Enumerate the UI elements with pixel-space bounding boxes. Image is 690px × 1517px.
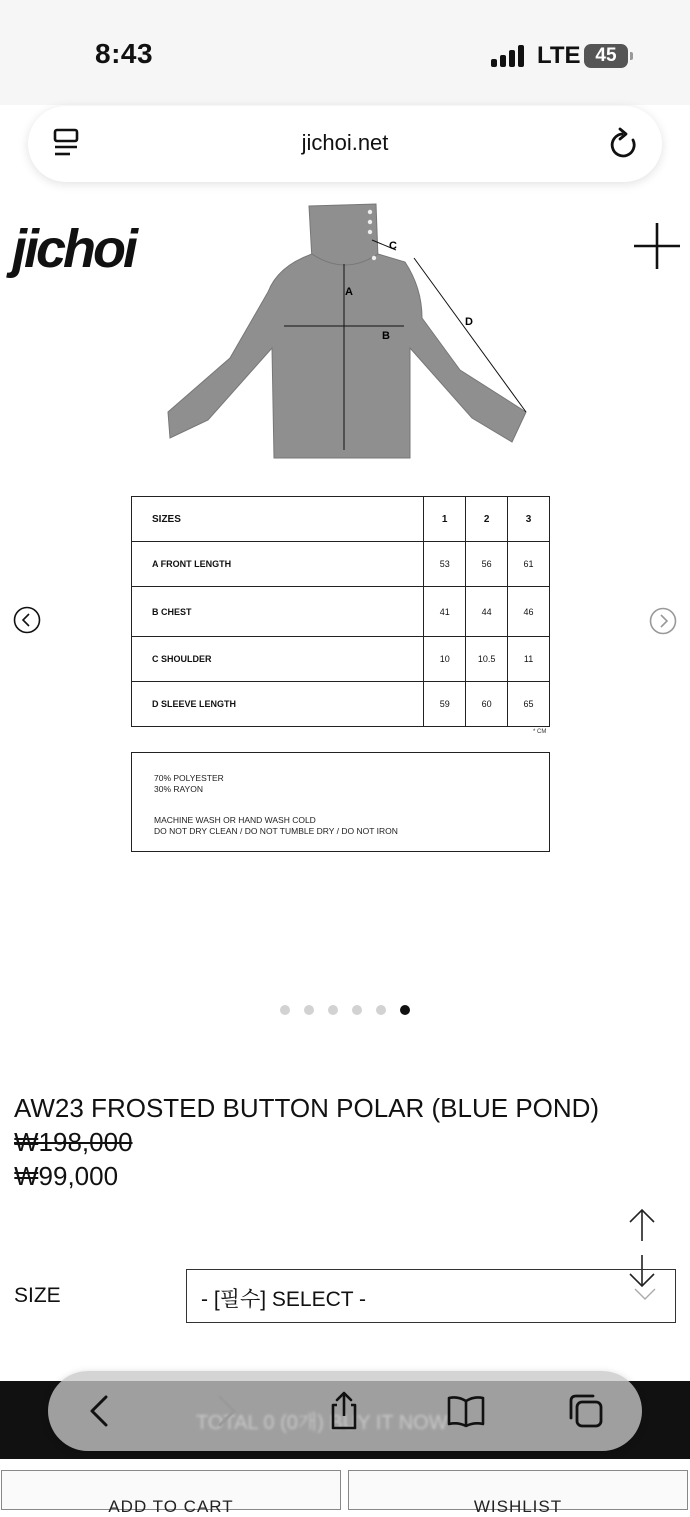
carousel-dot[interactable] (352, 1005, 362, 1015)
size-chart-cell: 56 (466, 542, 508, 587)
url-text[interactable]: jichoi.net (301, 130, 389, 155)
size-chart-cell: 59 (424, 682, 466, 727)
size-chart-cell: 41 (424, 587, 466, 637)
label-c: C (389, 240, 397, 252)
back-icon[interactable] (80, 1391, 120, 1431)
address-bar[interactable] (28, 106, 662, 182)
browser-toolbar (48, 1371, 642, 1451)
size-chart-header-row (132, 497, 550, 542)
size-chart-header: 3 (508, 497, 550, 542)
size-chart-header: SIZES (132, 497, 424, 542)
size-select[interactable]: - [필수] SELECT - (186, 1269, 676, 1323)
size-chart-measure: D SLEEVE LENGTH (132, 682, 424, 727)
signal-icon (491, 45, 525, 67)
carousel-dot[interactable] (304, 1005, 314, 1015)
wash-instruction: DO NOT DRY CLEAN / DO NOT TUMBLE DRY / DO NOT IRON (154, 826, 398, 836)
size-chart-measure: C SHOULDER (132, 637, 424, 682)
status-time: 8:43 (95, 38, 154, 69)
original-price: ₩198,000 (14, 1127, 133, 1157)
size-option-label: SIZE (14, 1284, 61, 1307)
size-chart-measure: B CHEST (132, 587, 424, 637)
carousel-dot[interactable] (328, 1005, 338, 1015)
size-chart-row (132, 637, 550, 682)
site-logo[interactable]: jichoi (12, 219, 136, 279)
care-label-box (131, 752, 550, 852)
size-chart-cell: 10 (424, 637, 466, 682)
action-row (0, 1460, 690, 1516)
label-b: B (382, 330, 390, 342)
chevron-down-icon (634, 1287, 656, 1301)
carousel-dot-active[interactable] (400, 1005, 410, 1015)
tabs-icon[interactable] (566, 1391, 606, 1431)
size-chart-cell: 53 (424, 542, 466, 587)
forward-icon[interactable] (206, 1391, 246, 1431)
wash-instruction: MACHINE WASH OR HAND WASH COLD (154, 815, 316, 825)
battery-icon: 45 (584, 44, 628, 68)
size-chart-cell: 60 (466, 682, 508, 727)
share-icon[interactable] (324, 1391, 364, 1431)
label-a: A (345, 286, 353, 298)
size-chart-cell: 65 (508, 682, 550, 727)
size-chart-cell: 61 (508, 542, 550, 587)
size-chart-cell: 11 (508, 637, 550, 682)
carousel-next-icon[interactable] (649, 607, 677, 635)
composition-line: 30% RAYON (154, 784, 203, 794)
size-chart-cell: 46 (508, 587, 550, 637)
size-chart-measure: A FRONT LENGTH (132, 542, 424, 587)
scroll-top-arrow-icon[interactable] (628, 1208, 656, 1242)
size-chart-header: 2 (466, 497, 508, 542)
carousel-dots (280, 1005, 410, 1015)
carousel-prev-icon[interactable] (13, 606, 41, 634)
unit-note: * CM (533, 729, 547, 735)
size-chart-row (132, 542, 550, 587)
status-bar (0, 0, 690, 155)
carousel-dot[interactable] (280, 1005, 290, 1015)
sale-price: ₩99,000 (14, 1161, 119, 1191)
wishlist-button[interactable]: WISHLIST (348, 1470, 688, 1510)
menu-plus-icon[interactable] (634, 223, 680, 269)
size-chart-table (131, 496, 550, 727)
add-to-cart-button[interactable]: ADD TO CART (1, 1470, 341, 1510)
carousel-dot[interactable] (376, 1005, 386, 1015)
product-title: AW23 FROSTED BUTTON POLAR (BLUE POND) (14, 1093, 600, 1123)
size-chart-row (132, 587, 550, 637)
garment-diagram (160, 198, 540, 468)
composition-line: 70% POLYESTER (154, 773, 224, 783)
size-chart-header: 1 (424, 497, 466, 542)
size-chart-row (132, 682, 550, 727)
bookmarks-icon[interactable] (446, 1391, 486, 1431)
network-type: LTE (537, 42, 581, 69)
size-chart-cell: 10.5 (466, 637, 508, 682)
reload-icon[interactable] (608, 126, 640, 162)
label-d: D (465, 316, 473, 328)
size-chart-cell: 44 (466, 587, 508, 637)
